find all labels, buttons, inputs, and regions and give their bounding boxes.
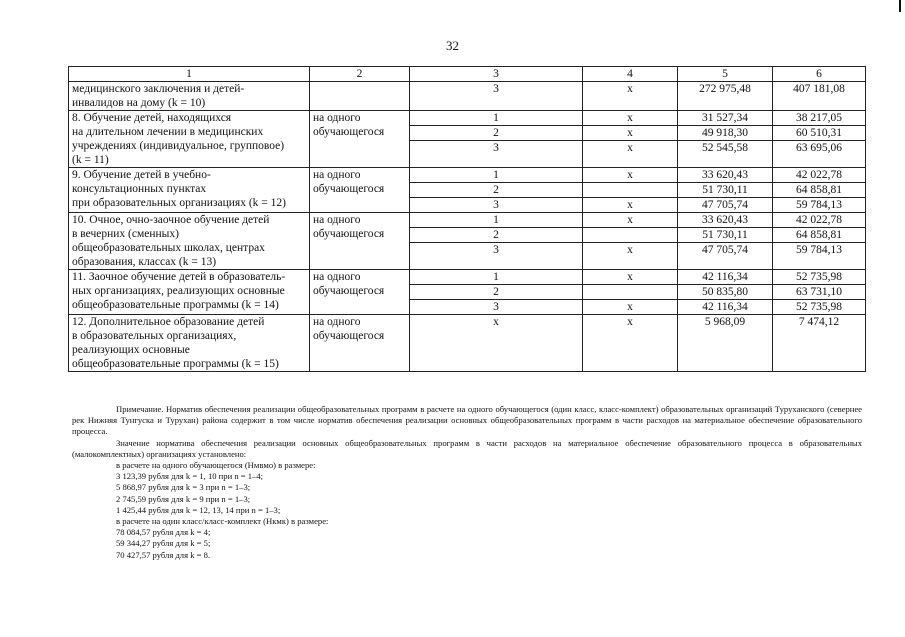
value-subrow bbox=[678, 126, 772, 141]
value-text: 7 474,12 bbox=[798, 316, 840, 328]
value-subrow bbox=[773, 141, 865, 156]
value-stack bbox=[410, 111, 582, 155]
header-cell: 4 bbox=[583, 67, 678, 82]
category-line: (k = 11) bbox=[72, 154, 109, 166]
category-line: общеобразовательных школах, центрах bbox=[72, 242, 265, 254]
value-subrow bbox=[583, 198, 677, 213]
unit-cell bbox=[310, 213, 410, 270]
value-stack bbox=[678, 270, 772, 314]
value-subrow bbox=[678, 213, 772, 228]
unit-line: на одного bbox=[313, 169, 361, 181]
value-text: 33 620,43 bbox=[702, 214, 748, 226]
value-subrow bbox=[583, 82, 677, 96]
header-cell: 1 bbox=[69, 67, 310, 82]
value-stack bbox=[773, 213, 865, 257]
value-subrow bbox=[410, 82, 582, 96]
value-cell-c6 bbox=[773, 168, 866, 213]
value-stack bbox=[410, 168, 582, 212]
value-text: 51 730,11 bbox=[678, 228, 772, 243]
category-line: на длительном лечении в медицинских bbox=[72, 126, 264, 138]
note-line: в расчете на одного обучающегося (Нмʙмо) в размере: bbox=[116, 460, 316, 471]
table-row bbox=[69, 111, 866, 168]
value-cell-c6 bbox=[773, 213, 866, 270]
value-subrow bbox=[678, 183, 772, 198]
value-text: х bbox=[627, 169, 633, 181]
unit-cell bbox=[310, 111, 410, 168]
value-subrow bbox=[678, 111, 772, 126]
value-text: 3 bbox=[410, 141, 582, 156]
value-text: 1 bbox=[493, 271, 499, 283]
unit-line: обучающегося bbox=[313, 285, 385, 297]
category-line: учреждениях (индивидуальное, групповое) bbox=[72, 140, 285, 152]
value-text: 42 116,34 bbox=[702, 271, 748, 283]
value-subrow bbox=[410, 300, 582, 315]
category-line: консультационных пунктах bbox=[72, 183, 207, 195]
value-text: 1 bbox=[493, 214, 499, 226]
value-text: 42 022,78 bbox=[796, 214, 842, 226]
note-line: 1 425,44 рубля для k = 12, 13, 14 при n = 1–3; bbox=[116, 504, 281, 515]
value-cell-c4 bbox=[583, 82, 678, 111]
unit-line: обучающегося bbox=[313, 228, 385, 240]
unit-cell bbox=[310, 315, 410, 372]
value-subrow bbox=[773, 168, 865, 183]
note-line: 2 745,59 рубля для k = 9 при n = 1–3; bbox=[116, 493, 251, 504]
value-cell-c6 bbox=[773, 82, 866, 111]
unit-line: на одного bbox=[313, 112, 361, 124]
value-text bbox=[583, 285, 677, 300]
value-subrow bbox=[678, 82, 772, 96]
value-text: х bbox=[627, 271, 633, 283]
value-stack bbox=[773, 270, 865, 314]
value-cell-c5 bbox=[678, 270, 773, 315]
value-subrow bbox=[678, 300, 772, 315]
value-text: х bbox=[583, 141, 677, 156]
value-text: 2 bbox=[410, 228, 582, 243]
value-text: 64 858,81 bbox=[773, 183, 865, 198]
value-subrow bbox=[410, 315, 582, 329]
value-stack bbox=[773, 82, 865, 96]
category-line: 8. Обучение детей, находящихся bbox=[72, 112, 232, 124]
value-subrow bbox=[773, 126, 865, 141]
value-stack bbox=[583, 315, 677, 329]
value-stack bbox=[410, 213, 582, 257]
value-subrow bbox=[410, 213, 582, 228]
category-line: 9. Обучение детей в учебно- bbox=[72, 169, 211, 181]
value-text: 64 858,81 bbox=[773, 228, 865, 243]
value-subrow bbox=[410, 228, 582, 243]
value-text: 51 730,11 bbox=[678, 183, 772, 198]
value-text: 272 975,48 bbox=[699, 83, 751, 95]
value-text: х bbox=[627, 316, 633, 328]
value-cell-c3 bbox=[410, 213, 583, 270]
value-text: 49 918,30 bbox=[678, 126, 772, 141]
value-subrow bbox=[678, 228, 772, 243]
value-cell-c4 bbox=[583, 315, 678, 372]
value-stack bbox=[678, 111, 772, 155]
value-text bbox=[583, 183, 677, 198]
value-stack bbox=[773, 315, 865, 329]
value-stack bbox=[583, 168, 677, 212]
value-text: 407 181,08 bbox=[793, 83, 845, 95]
category-line: общеобразовательные программы (k = 14) bbox=[72, 299, 279, 311]
value-cell-c3 bbox=[410, 82, 583, 111]
note-line: в расчете на один класс/класс-комплект (Нкмк) в размере: bbox=[116, 516, 329, 527]
value-subrow bbox=[773, 300, 865, 315]
value-subrow bbox=[583, 111, 677, 126]
value-subrow bbox=[678, 198, 772, 213]
notes-block bbox=[72, 404, 862, 561]
value-cell-c6 bbox=[773, 315, 866, 372]
note-line: 3 123,39 рубля для k = 1, 10 при n = 1–4; bbox=[116, 471, 264, 482]
value-cell-c5 bbox=[678, 111, 773, 168]
value-stack bbox=[583, 213, 677, 257]
value-cell-c5 bbox=[678, 213, 773, 270]
value-subrow bbox=[583, 315, 677, 329]
value-subrow bbox=[583, 141, 677, 156]
value-cell-c6 bbox=[773, 111, 866, 168]
table-row bbox=[69, 315, 866, 372]
value-text: 59 784,13 bbox=[773, 198, 865, 213]
value-subrow bbox=[583, 228, 677, 243]
value-text: 31 527,34 bbox=[702, 112, 748, 124]
value-subrow bbox=[410, 126, 582, 141]
value-text: 3 bbox=[493, 83, 499, 95]
value-stack bbox=[410, 82, 582, 96]
category-line: в вечерних (сменных) bbox=[72, 228, 179, 240]
category-line: реализующих основные bbox=[72, 344, 190, 356]
page-number: 32 bbox=[446, 38, 459, 53]
value-cell-c5 bbox=[678, 168, 773, 213]
value-subrow bbox=[583, 183, 677, 198]
value-stack bbox=[678, 315, 772, 329]
note-line: 70 427,57 рубля для k = 8. bbox=[116, 549, 211, 560]
table-row bbox=[69, 270, 866, 315]
value-text: 50 835,80 bbox=[678, 285, 772, 300]
value-subrow bbox=[678, 243, 772, 258]
category-line: 11. Заочное обучение детей в образователь- bbox=[72, 271, 286, 283]
header-cell: 6 bbox=[773, 67, 866, 82]
unit-cell bbox=[310, 270, 410, 315]
category-cell bbox=[69, 111, 310, 168]
value-cell-c4 bbox=[583, 168, 678, 213]
table-row bbox=[69, 168, 866, 213]
value-subrow bbox=[678, 168, 772, 183]
value-cell-c5 bbox=[678, 315, 773, 372]
value-stack bbox=[773, 168, 865, 212]
category-line: в образовательных организациях, bbox=[72, 330, 237, 342]
value-stack bbox=[678, 168, 772, 212]
unit-line: обучающегося bbox=[313, 183, 385, 195]
note-line: 78 084,57 рубля для k = 4; bbox=[116, 527, 211, 538]
unit-cell bbox=[310, 168, 410, 213]
value-cell-c4 bbox=[583, 270, 678, 315]
value-subrow bbox=[773, 82, 865, 96]
value-subrow bbox=[773, 228, 865, 243]
value-subrow bbox=[773, 285, 865, 300]
value-cell-c4 bbox=[583, 213, 678, 270]
scan-edge-mark bbox=[899, 0, 901, 12]
value-text: 52 545,58 bbox=[678, 141, 772, 156]
category-cell bbox=[69, 82, 310, 111]
value-subrow bbox=[410, 243, 582, 258]
value-subrow bbox=[678, 270, 772, 285]
value-text: х bbox=[583, 198, 677, 213]
value-subrow bbox=[773, 270, 865, 285]
value-subrow bbox=[583, 168, 677, 183]
value-subrow bbox=[773, 315, 865, 329]
table-row bbox=[69, 213, 866, 270]
value-subrow bbox=[773, 198, 865, 213]
value-subrow bbox=[773, 213, 865, 228]
category-cell bbox=[69, 213, 310, 270]
value-subrow bbox=[678, 315, 772, 329]
category-line: инвалидов на дому (k = 10) bbox=[72, 97, 206, 109]
value-text: 5 968,09 bbox=[704, 316, 746, 328]
note-paragraph: Значение норматива обеспечения реализации основных общеобразовательных программ в части расходов на материальное обеспечение образовательного процесса в образовательных (малокомплектных) организациях установлено: bbox=[72, 437, 862, 459]
value-subrow bbox=[773, 111, 865, 126]
category-cell bbox=[69, 315, 310, 372]
category-cell bbox=[69, 168, 310, 213]
value-subrow bbox=[773, 183, 865, 198]
value-subrow bbox=[410, 168, 582, 183]
value-text: х bbox=[583, 243, 677, 258]
value-text: 2 bbox=[410, 285, 582, 300]
value-text: 1 bbox=[493, 112, 499, 124]
value-subrow bbox=[410, 285, 582, 300]
value-subrow bbox=[678, 141, 772, 156]
value-text: х bbox=[583, 300, 677, 315]
value-subrow bbox=[410, 183, 582, 198]
table-header-row bbox=[69, 67, 866, 82]
unit-line: обучающегося bbox=[313, 330, 385, 342]
value-text: 63 731,10 bbox=[773, 285, 865, 300]
value-cell-c3 bbox=[410, 315, 583, 372]
value-subrow bbox=[583, 243, 677, 258]
value-subrow bbox=[583, 126, 677, 141]
value-subrow bbox=[583, 285, 677, 300]
value-text: 33 620,43 bbox=[702, 169, 748, 181]
value-cell-c3 bbox=[410, 270, 583, 315]
value-stack bbox=[583, 270, 677, 314]
value-subrow bbox=[410, 270, 582, 285]
category-line: при образовательных организациях (k = 12) bbox=[72, 197, 286, 209]
category-cell bbox=[69, 270, 310, 315]
value-text: 3 bbox=[410, 198, 582, 213]
header-cell: 3 bbox=[410, 67, 583, 82]
value-text: 63 695,06 bbox=[773, 141, 865, 156]
value-subrow bbox=[583, 300, 677, 315]
value-text: 2 bbox=[410, 126, 582, 141]
value-text: 3 bbox=[410, 243, 582, 258]
category-line: общеобразовательные программы (k = 15) bbox=[72, 358, 279, 370]
note-line: 5 868,97 рубля для k = 3 при n = 1–3; bbox=[116, 482, 251, 493]
value-text: 42 022,78 bbox=[796, 169, 842, 181]
table-row bbox=[69, 82, 866, 111]
value-text: х bbox=[627, 112, 633, 124]
value-cell-c3 bbox=[410, 168, 583, 213]
value-stack bbox=[583, 111, 677, 155]
note-paragraph: Примечание. Норматив обеспечения реализации общеобразовательных программ в расчете на одного обучающегося (один класс, класс-комплект) образовательных организаций Туруханского (севернее рек Нижняя Тунгуска и Турухан) района содержит в том числе норматив обеспечения реализации основных общеобразовательных программ в части расходов на материальное обеспечение образовательного процесса. bbox=[72, 404, 862, 437]
value-stack bbox=[678, 213, 772, 257]
unit-line: на одного bbox=[313, 271, 361, 283]
value-text: 47 705,74 bbox=[678, 198, 772, 213]
value-text bbox=[583, 228, 677, 243]
value-text: 42 116,34 bbox=[678, 300, 772, 315]
value-text: 52 735,98 bbox=[773, 300, 865, 315]
header-cell: 5 bbox=[678, 67, 773, 82]
category-line: 10. Очное, очно-заочное обучение детей bbox=[72, 214, 270, 226]
value-subrow bbox=[678, 285, 772, 300]
value-cell-c3 bbox=[410, 111, 583, 168]
value-subrow bbox=[410, 198, 582, 213]
value-subrow bbox=[410, 111, 582, 126]
value-stack bbox=[583, 82, 677, 96]
unit-cell bbox=[310, 82, 410, 111]
value-stack bbox=[773, 111, 865, 155]
value-stack bbox=[678, 82, 772, 96]
value-stack bbox=[410, 315, 582, 329]
value-text: 52 735,98 bbox=[796, 271, 842, 283]
category-line: медицинского заключения и детей- bbox=[72, 83, 245, 95]
category-line: образования, классах (k = 13) bbox=[72, 256, 217, 268]
unit-line: на одного bbox=[313, 214, 361, 226]
value-subrow bbox=[410, 141, 582, 156]
value-text: 60 510,31 bbox=[773, 126, 865, 141]
value-text: 2 bbox=[410, 183, 582, 198]
unit-line: обучающегося bbox=[313, 126, 385, 138]
value-subrow bbox=[773, 243, 865, 258]
normative-table bbox=[68, 66, 866, 372]
category-line: ных организациях, реализующих основные bbox=[72, 285, 285, 297]
header-cell: 2 bbox=[310, 67, 410, 82]
value-text: х bbox=[627, 214, 633, 226]
value-subrow bbox=[583, 213, 677, 228]
category-line: 12. Дополнительное образование детей bbox=[72, 316, 265, 328]
value-subrow bbox=[583, 270, 677, 285]
value-text: 47 705,74 bbox=[678, 243, 772, 258]
value-text: х bbox=[493, 316, 499, 328]
note-line: 59 344,27 рубля для k = 5; bbox=[116, 538, 211, 549]
value-cell-c5 bbox=[678, 82, 773, 111]
value-text: 59 784,13 bbox=[773, 243, 865, 258]
value-text: х bbox=[627, 83, 633, 95]
value-cell-c6 bbox=[773, 270, 866, 315]
value-text: х bbox=[583, 126, 677, 141]
value-cell-c4 bbox=[583, 111, 678, 168]
value-text: 38 217,05 bbox=[796, 112, 842, 124]
value-text: 3 bbox=[410, 300, 582, 315]
unit-line: на одного bbox=[313, 316, 361, 328]
value-stack bbox=[410, 270, 582, 314]
value-text: 1 bbox=[493, 169, 499, 181]
